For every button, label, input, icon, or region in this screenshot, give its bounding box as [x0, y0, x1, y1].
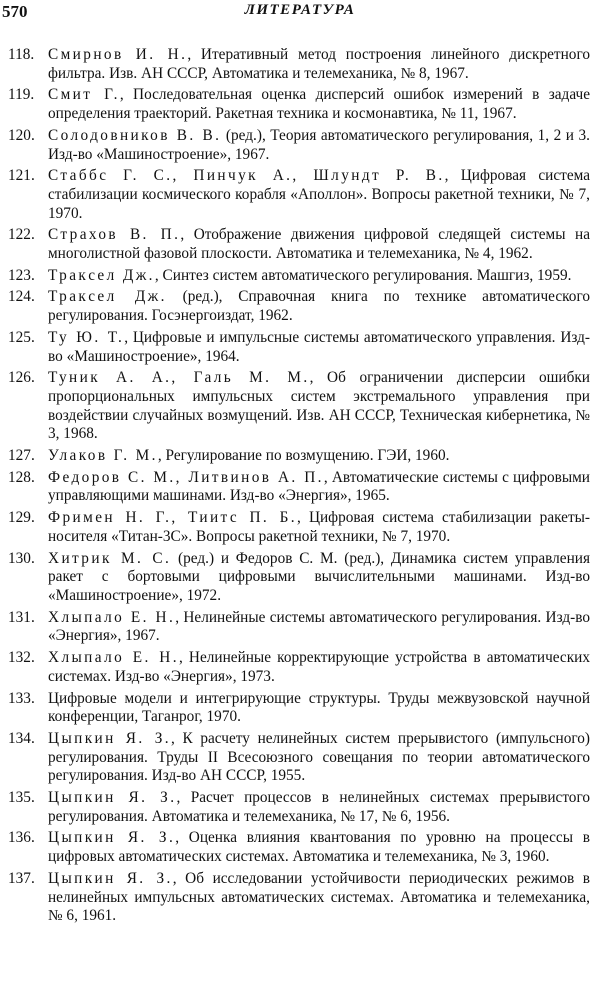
reference-number: 131. — [8, 608, 35, 626]
reference-author: Хлыпало Е. Н. — [48, 649, 179, 667]
reference-text: , Расчет процессов в нелинейных системах прерывистого регулирования. Автоматика и телемеханика, № 17, № 6, 1956. — [48, 789, 590, 825]
reference-text: , Нелинейные системы автоматического регулирования. Изд-во «Энергия», 1967. — [48, 608, 590, 645]
reference-text: , Цифровые и импульсные системы автоматического управления. Изд-во «Машиностроение», 1964. — [48, 328, 591, 365]
reference-author: Цыпкин Я. З. — [48, 869, 173, 887]
reference-author: Страхов В. П. — [48, 226, 181, 244]
reference-text: (ред.), Теория автоматического регулирования, 1, 2 и 3. Изд-во «Машиностроение», 1967. — [48, 126, 590, 163]
reference-text: , Регулирование по возмущению. ГЭИ, 1960. — [157, 447, 450, 465]
reference-list — [8, 46, 590, 929]
reference-number: 128. — [8, 468, 35, 486]
reference-text: , Итеративный метод построения линейного дискретного фильтра. Изв. АН СССР, Автоматика и телемеханика, № 8, 1967. — [48, 46, 590, 82]
reference-author: Фримен Н. Г., Тиитс П. Б. — [48, 509, 298, 527]
reference-text: , Нелинейные корректирующие устройства в автоматических системах. Изд-во «Энергия», 1973. — [48, 649, 590, 685]
reference-item — [8, 167, 590, 223]
reference-text: , Об исследовании устойчивости периодических режимов в нелинейных импульсных автоматических системах. Автоматика и телемеханика, № 6, 1961. — [48, 869, 590, 925]
reference-number: 136. — [8, 829, 35, 847]
reference-author: Цыпкин Я. З. — [48, 789, 177, 807]
reference-item — [8, 609, 590, 646]
reference-text: , Об ограничении дисперсии ошибки пропорциональных импульсных систем экстремального управления при воздействии случайных возмущений. Изв. АН СССР, Техническая кибернетика, № 3, 1968. — [48, 369, 590, 443]
reference-text: (ред.), Справочная книга по технике автоматического регулирования. Госэнергоиздат, 1962. — [48, 288, 590, 325]
reference-number: 123. — [8, 266, 35, 284]
running-title: ЛИТЕРАТУРА — [244, 2, 356, 18]
reference-text: , Цифровая система стабилизации ракеты-носителя «Титан-3С». Вопросы ракетной техники, № 7, 1970. — [48, 509, 591, 545]
reference-item — [8, 730, 590, 786]
reference-number: 120. — [8, 126, 35, 144]
reference-author: Цыпкин Я. З. — [48, 729, 171, 747]
reference-item — [8, 690, 590, 727]
reference-author: Стаббс Г. С., Пинчук А., Шлундт Р. В. — [48, 167, 445, 185]
reference-text: , Синтез систем автоматического регулирования. Машгиз, 1959. — [154, 266, 572, 284]
reference-text: , Последовательная оценка дисперсий ошибок измерений в задаче определения траекторий. Ракетная техника и космонавтика, № 11, 1967. — [48, 86, 590, 123]
reference-item — [8, 870, 590, 926]
reference-author: Федоров С. М., Литвинов А. П. — [48, 468, 324, 486]
reference-item — [8, 447, 590, 466]
reference-text: Цифровые модели и интегрирующие структуры. Труды межвузовской научной конференции, Таганрог, 1970. — [48, 689, 590, 726]
reference-author: Смит Г. — [48, 86, 120, 104]
reference-number: 126. — [8, 369, 35, 387]
reference-item — [8, 226, 590, 263]
reference-item — [8, 469, 590, 506]
reference-number: 124. — [8, 288, 35, 306]
reference-author: Ту Ю. Т. — [48, 328, 125, 346]
reference-text: , Цифровая система стабилизации космического корабля «Аполлон». Вопросы ракетной техники, № 7, 1970. — [48, 167, 590, 222]
reference-item — [8, 789, 590, 826]
reference-item — [8, 829, 590, 866]
reference-number: 122. — [8, 226, 35, 244]
reference-author: Тракcел Дж. — [48, 266, 155, 284]
page-header — [0, 0, 600, 26]
reference-item — [8, 288, 590, 325]
reference-item — [8, 267, 590, 286]
reference-author: Хитрик М. С. — [48, 549, 172, 567]
reference-author: Смирнов И. Н. — [48, 46, 188, 63]
reference-item — [8, 46, 590, 83]
reference-text: , Автоматические системы с цифровыми управляющими машинами. Изд-во «Энергия», 1965. — [48, 468, 590, 505]
reference-author: Туник А. А., Галь М. М. — [48, 369, 310, 387]
reference-item — [8, 86, 590, 123]
reference-number: 125. — [8, 328, 35, 346]
reference-text: , Отображение движения цифровой следящей системы на многолистной фазовой плоскости. Автоматика и телемеханика, № 4, 1962. — [48, 226, 590, 263]
reference-author: Цыпкин Я. З. — [48, 829, 176, 847]
reference-number: 130. — [8, 549, 35, 567]
reference-text: (ред.) и Федоров С. М. (ред.), Динамика систем управления ракет с бортовыми цифровыми вычислительными машинами. Изд-во «Машиностроение», 1972. — [48, 549, 590, 604]
reference-number: 129. — [8, 509, 35, 527]
reference-author: Хлыпало Е. Н. — [48, 608, 176, 626]
reference-item — [8, 550, 590, 606]
reference-item — [8, 649, 590, 686]
reference-number: 133. — [8, 689, 35, 707]
reference-item — [8, 369, 590, 444]
reference-number: 134. — [8, 729, 35, 747]
reference-item — [8, 127, 590, 164]
reference-item — [8, 329, 590, 366]
reference-number: 121. — [8, 167, 35, 185]
reference-text: , Оценка влияния квантования по уровню на процессы в цифровых автоматических системах. Автоматика и телемеханика, № 3, 1960. — [48, 829, 590, 866]
reference-text: , К расчету нелинейных систем прерывистого (импульсного) регулирования. Труды II Всесоюзного совещания по теории автоматического регулирования. Изд-во АН СССР, 1955. — [48, 729, 590, 785]
reference-number: 127. — [8, 447, 35, 465]
reference-number: 137. — [8, 869, 35, 887]
reference-item — [8, 509, 590, 546]
reference-number: 119. — [8, 86, 35, 104]
reference-number: 132. — [8, 649, 35, 667]
page-number: 570 — [2, 2, 28, 21]
reference-author: Тракcел Дж. — [48, 288, 167, 306]
reference-author: Улаков Г. М. — [48, 447, 158, 465]
reference-number: 118. — [8, 46, 35, 63]
reference-number: 135. — [8, 789, 35, 807]
reference-author: Солодовников В. В. — [48, 126, 222, 144]
